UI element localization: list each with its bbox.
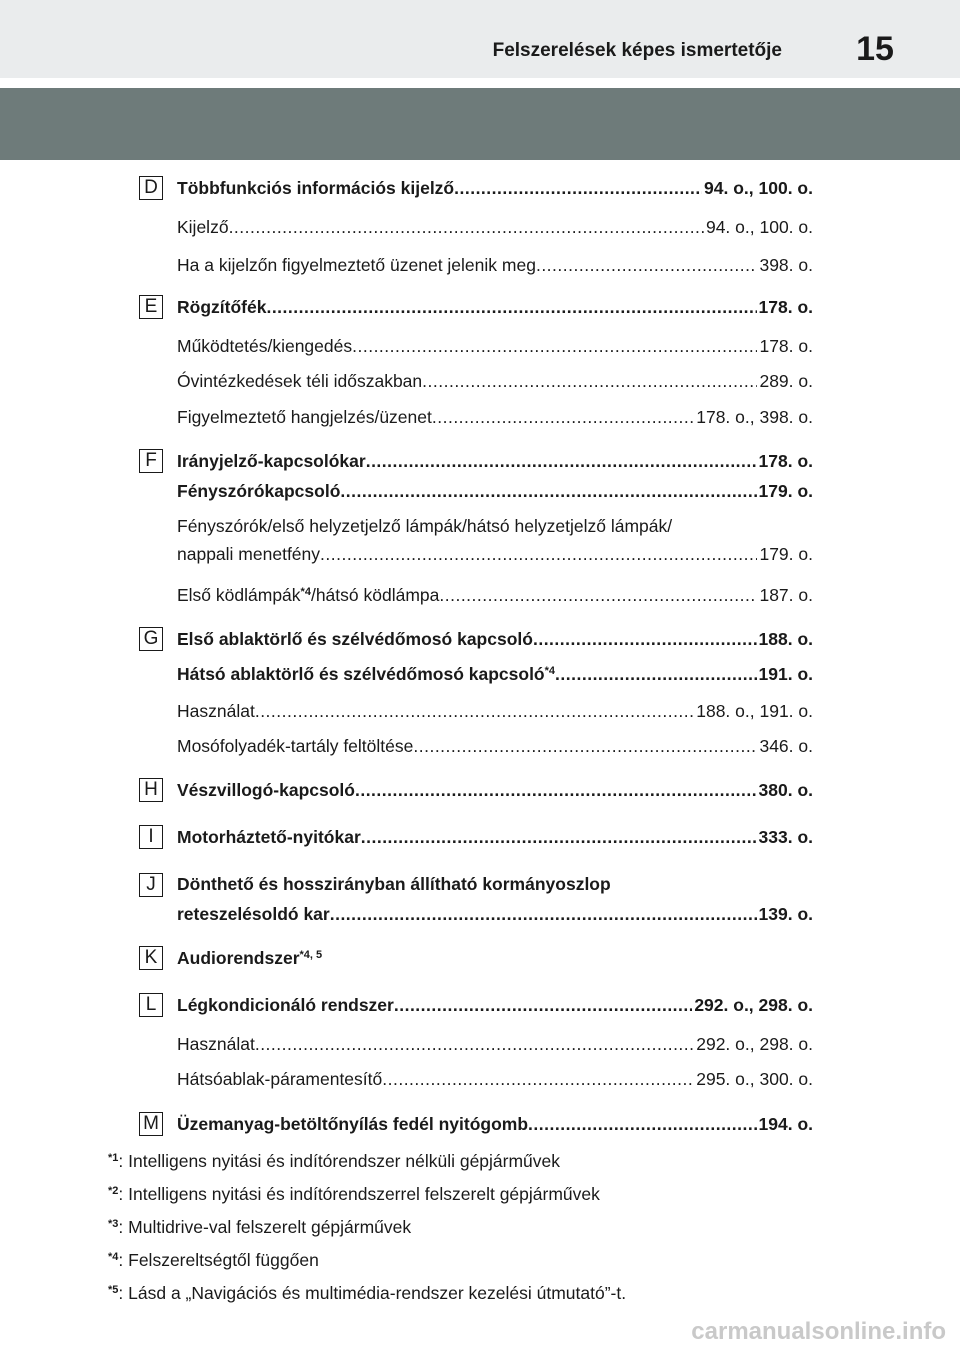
section-marker-d: D (139, 176, 163, 200)
footnote-mark: *4 (108, 1251, 119, 1263)
toc-entry[interactable] (177, 450, 813, 472)
entry-page: 179. o. (758, 481, 813, 501)
entry-label: Légkondicionáló rendszer (177, 995, 394, 1015)
entry-label: Hátsóablak-páramentesítő (177, 1069, 383, 1089)
entry-page: 295. o., 300. o. (696, 1069, 813, 1089)
entry-page: 94. o., 100. o. (704, 178, 813, 198)
entry-page: 292. o., 298. o. (696, 1034, 813, 1054)
entry-page: 188. o. (758, 629, 813, 649)
toc-subentry[interactable] (177, 216, 813, 238)
toc-subentry[interactable] (177, 335, 813, 357)
footnote (108, 1216, 411, 1238)
toc-entry[interactable] (177, 480, 813, 502)
entry-label: Audiorendszer (177, 948, 300, 968)
entry-label: Többfunkciós információs kijelző (177, 178, 455, 198)
entry-label: /hátsó ködlámpa (310, 585, 440, 605)
toc-entry[interactable] (177, 779, 813, 801)
entry-label: Figyelmeztető hangjelzés/üzenet (177, 407, 432, 427)
section-marker-g: G (139, 627, 163, 651)
entry-label: nappali menetfény (177, 544, 321, 564)
entry-label: Óvintézkedések téli időszakban (177, 371, 423, 391)
page-header (0, 0, 960, 78)
footnote-text: : Intelligens nyitási és indítórendszer nélküli gépjárművek (118, 1151, 561, 1171)
entry-label: Mosófolyadék-tartály feltöltése (177, 736, 414, 756)
entry-label: Használat (177, 1034, 255, 1054)
footnote-mark: *3 (108, 1218, 119, 1230)
entry-page: 178. o. (758, 297, 813, 317)
entry-label: reteszelésoldó kar (177, 904, 330, 924)
entry-label: Üzemanyag-betöltőnyílás fedél nyitógomb (177, 1114, 529, 1134)
entry-page: 289. o. (759, 371, 813, 391)
section-marker-i: I (139, 825, 163, 849)
section-marker-m: M (139, 1112, 163, 1136)
entry-label: Rögzítőfék (177, 297, 267, 317)
toc-entry-line: Dönthető és hosszirányban állítható kormányoszlop (177, 874, 611, 894)
section-marker-l: L (139, 993, 163, 1017)
footnote (108, 1249, 319, 1271)
footnote (108, 1183, 600, 1205)
toc-subentry[interactable] (177, 700, 813, 722)
entry-label: Kijelző (177, 217, 229, 237)
entry-page: 191. o. (758, 664, 813, 684)
footnote-mark: *1 (108, 1152, 119, 1164)
footnote-ref: *4, 5 (299, 949, 323, 961)
footnote-ref: *4 (544, 665, 556, 677)
section-marker-f: F (139, 449, 163, 473)
entry-page: 346. o. (759, 736, 813, 756)
toc-subentry[interactable] (177, 584, 813, 606)
section-marker-k: K (139, 946, 163, 970)
footnote-text: : Multidrive-val felszerelt gépjárművek (118, 1217, 412, 1237)
watermark: carmanualsonline.info (691, 1318, 946, 1345)
entry-page: 333. o. (758, 827, 813, 847)
toc-entry[interactable] (177, 947, 322, 969)
toc-entry[interactable] (177, 296, 813, 318)
toc-subentry[interactable] (177, 254, 813, 276)
entry-label: Motorháztető-nyitókar (177, 827, 361, 847)
page-number: 15 (856, 30, 894, 68)
toc-entry[interactable] (177, 994, 813, 1016)
entry-page: 292. o., 298. o. (694, 995, 813, 1015)
entry-label: Használat (177, 701, 255, 721)
toc-subentry[interactable] (177, 1033, 813, 1055)
toc-entry[interactable] (177, 663, 813, 685)
toc-subentry[interactable] (177, 735, 813, 757)
footnote-text: : Lásd a „Navigációs és multimédia-rendszer kezelési útmutató”-t. (118, 1283, 627, 1303)
header-band (0, 88, 960, 160)
entry-page: 179. o. (759, 544, 813, 564)
section-marker-e: E (139, 295, 163, 319)
entry-label: Irányjelző-kapcsolókar (177, 451, 366, 471)
toc-entry[interactable] (177, 903, 813, 925)
entry-page: 188. o., 191. o. (696, 701, 813, 721)
footnote-mark: *2 (108, 1185, 119, 1197)
toc-subentry-line: Fényszórók/első helyzetjelző lámpák/hátsó helyzetjelző lámpák/ (177, 516, 673, 536)
footnote (108, 1150, 560, 1172)
entry-page: 178. o. (759, 336, 813, 356)
entry-page: 398. o. (759, 255, 813, 275)
entry-label: Működtetés/kiengedés (177, 336, 353, 356)
entry-page: 178. o., 398. o. (696, 407, 813, 427)
footnote (108, 1282, 626, 1304)
toc-entry[interactable] (177, 1113, 813, 1135)
toc-entry[interactable] (177, 628, 813, 650)
entry-label: Vészvillogó-kapcsoló (177, 780, 355, 800)
entry-label: Hátsó ablaktörlő és szélvédőmosó kapcsoló (177, 664, 545, 684)
toc-entry[interactable] (177, 826, 813, 848)
section-marker-h: H (139, 778, 163, 802)
entry-label: Ha a kijelzőn figyelmeztető üzenet jelenik meg (177, 255, 536, 275)
toc-subentry[interactable] (177, 1068, 813, 1090)
entry-label: Első ködlámpák (177, 585, 301, 605)
toc-subentry[interactable] (177, 370, 813, 392)
footnote-ref: *4 (300, 586, 311, 598)
footnote-text: : Intelligens nyitási és indítórendszerrel felszerelt gépjárművek (118, 1184, 600, 1204)
entry-label: Fényszórókapcsoló (177, 481, 341, 501)
entry-label: Első ablaktörlő és szélvédőmosó kapcsoló (177, 629, 533, 649)
entry-page: 139. o. (758, 904, 813, 924)
entry-page: 178. o. (758, 451, 813, 471)
footnote-mark: *5 (108, 1284, 119, 1296)
toc-subentry[interactable] (177, 406, 813, 428)
entry-page: 187. o. (759, 585, 813, 605)
header-title: Felszerelések képes ismertetője (492, 40, 782, 61)
section-marker-j: J (139, 873, 163, 897)
entry-page: 94. o., 100. o. (705, 217, 813, 237)
toc-entry[interactable] (177, 177, 813, 199)
entry-page: 380. o. (758, 780, 813, 800)
toc-subentry[interactable] (177, 543, 813, 565)
entry-page: 194. o. (758, 1114, 813, 1134)
footnote-text: : Felszereltségtől függően (118, 1250, 319, 1270)
